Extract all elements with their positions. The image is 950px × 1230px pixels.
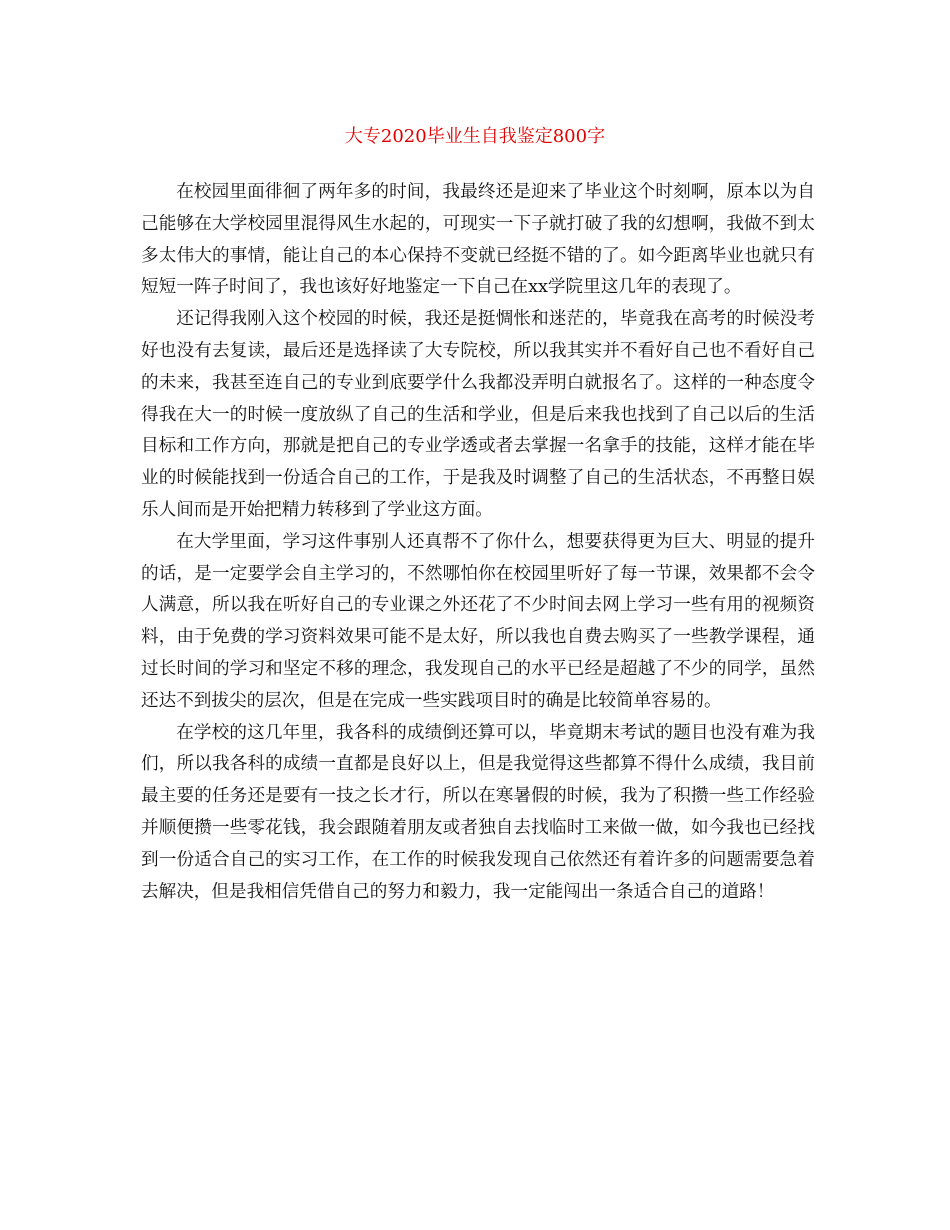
document-title: 大专2020毕业生自我鉴定800字 xyxy=(344,126,606,147)
paragraph-1: 在校园里面徘徊了两年多的时间，我最终还是迎来了毕业这个时刻啊，原本以为自己能够在大学校园里混得风生水起的，可现实一下子就打破了我的幻想啊，我做不到太多太伟大的事情，能让自己的本心保持不变就已经挺不错的了。如今距离毕业也就只有短短一阵子时间了，我也该好好地鉴定一下自己在xx学院里这几年的表现了。 xyxy=(141,182,815,298)
paragraph-4: 在学校的这几年里，我各科的成绩倒还算可以，毕竟期末考试的题目也没有难为我们，所以我各科的成绩一直都是良好以上，但是我觉得这些都算不得什么成绩，我目前最主要的任务还是要有一技之长才行，所以在寒暑假的时候，我为了积攒一些工作经验并顺便攒一些零花钱，我会跟随着朋友或者独自去找临时工来做一做，如今我也已经找到一份适合自己的实习工作，在工作的时候我发现自己依然还有着许多的问题需要急着去解决，但是我相信凭借自己的努力和毅力，我一定能闯出一条适合自己的道路！ xyxy=(141,722,815,902)
paragraph-2: 还记得我刚入这个校园的时候，我还是挺惆怅和迷茫的，毕竟我在高考的时候没考好也没有去复读，最后还是选择读了大专院校，所以我其实并不看好自己也不看好自己的未来，我甚至连自己的专业到底要学什么我都没弄明白就报名了。这样的一种态度令得我在大一的时候一度放纵了自己的生活和学业，但是后来我也找到了自己以后的生活目标和工作方向，那就是把自己的专业学透或者去掌握一名拿手的技能，这样才能在毕业的时候能找到一份适合自己的工作，于是我及时调整了自己的生活状态，不再整日娱乐人间而是开始把精力转移到了学业这方面。 xyxy=(141,309,815,520)
document-body xyxy=(141,177,815,908)
paragraph-3: 在大学里面，学习这件事别人还真帮不了你什么，想要获得更为巨大、明显的提升的话，是一定要学会自主学习的，不然哪怕你在校园里听好了每一节课，效果都不会令人满意，所以我在听好自己的专业课之外还花了不少时间去网上学习一些有用的视频资料，由于免费的学习资料效果可能不是太好，所以我也自费去购买了一些教学课程，通过长时间的学习和坚定不移的理念，我发现自己的水平已经是超越了不少的同学，虽然还达不到拔尖的层次，但是在完成一些实践项目时的确是比较简单容易的。 xyxy=(141,531,815,711)
